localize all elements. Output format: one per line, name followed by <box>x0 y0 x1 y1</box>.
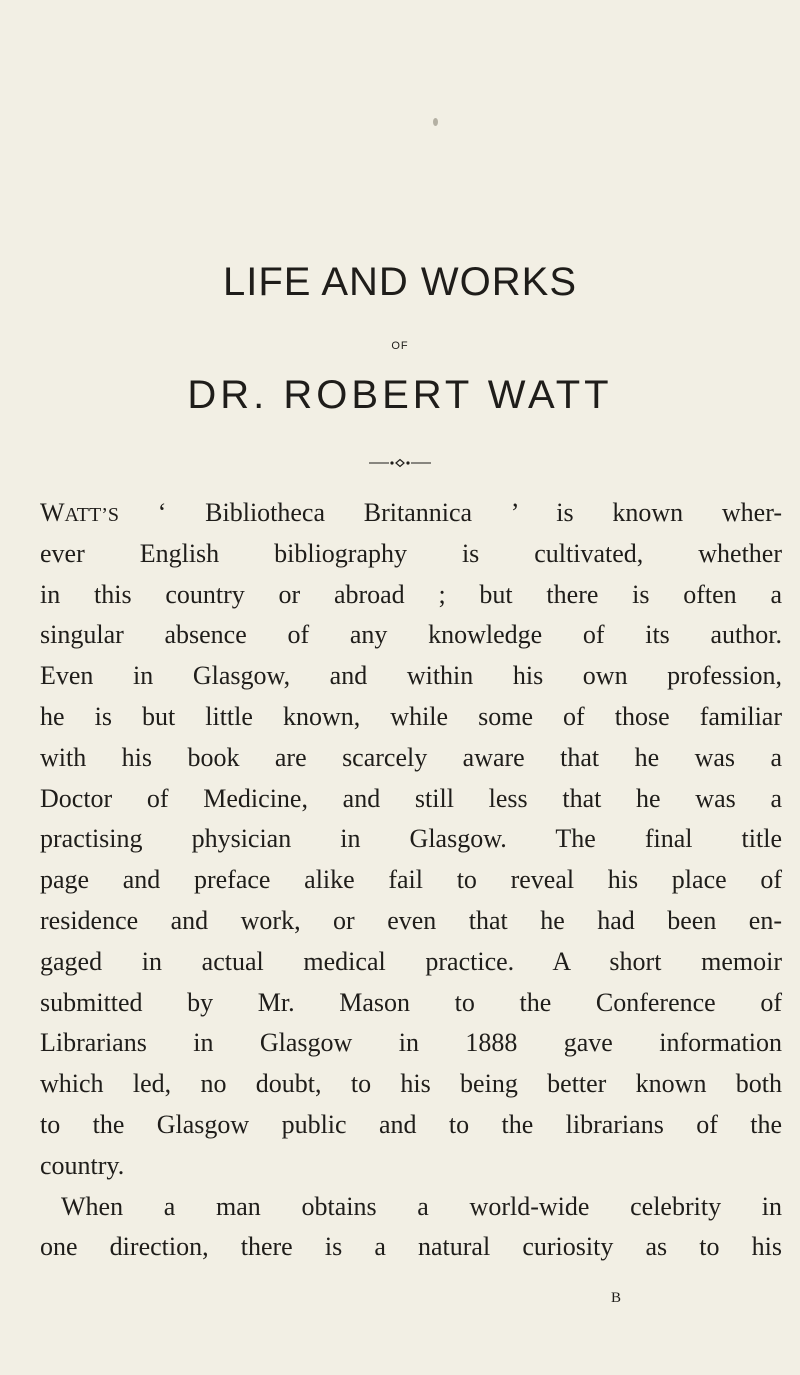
small-cap-initial: W <box>40 498 65 527</box>
text-line-rest: ‘ Bibliotheca Britannica ’ is known wher- <box>119 498 782 527</box>
ink-speck <box>433 118 438 126</box>
text-line: practising physician in Glasgow. The final title <box>40 824 782 854</box>
text-line: which led, no doubt, to his being better known both <box>40 1069 782 1099</box>
page-title: LIFE AND WORKS <box>222 260 578 304</box>
text-line: Librarians in Glasgow in 1888 gave information <box>40 1028 782 1058</box>
text-line: residence and work, or even that he had been en- <box>40 905 782 935</box>
text-line: ever English bibliography is cultivated, whether <box>40 538 782 568</box>
text-line: he is but little known, while some of those familiar <box>40 701 782 731</box>
text-line <box>40 493 782 534</box>
text-line: one direction, there is a natural curiosity as to his <box>40 1232 782 1262</box>
text-line: in this country or abroad ; but there is often a <box>40 579 782 609</box>
text-line: Even in Glasgow, and within his own profession, <box>40 661 782 691</box>
subject-name: DR. ROBERT WATT <box>187 373 613 417</box>
title-ornament <box>365 458 435 468</box>
text-line: Doctor of Medicine, and still less that he was a <box>40 783 782 813</box>
text-line: page and preface alike fail to reveal his place of <box>40 865 782 895</box>
text-line: with his book are scarcely aware that he was a <box>40 742 782 772</box>
text-line: gaged in actual medical practice. A short memoir <box>40 946 782 976</box>
text-line: When a man obtains a world-wide celebrity in <box>61 1191 782 1221</box>
signature-mark: B <box>611 1290 622 1306</box>
body-text <box>40 493 782 1268</box>
title-connector: OF <box>391 340 409 352</box>
text-line: singular absence of any knowledge of its author. <box>40 620 782 650</box>
text-line: to the Glasgow public and to the librarians of the <box>40 1109 782 1139</box>
small-cap-word: ATT’S <box>64 504 119 526</box>
text-line: country. <box>40 1150 125 1180</box>
text-line: submitted by Mr. Mason to the Conference of <box>40 987 782 1017</box>
